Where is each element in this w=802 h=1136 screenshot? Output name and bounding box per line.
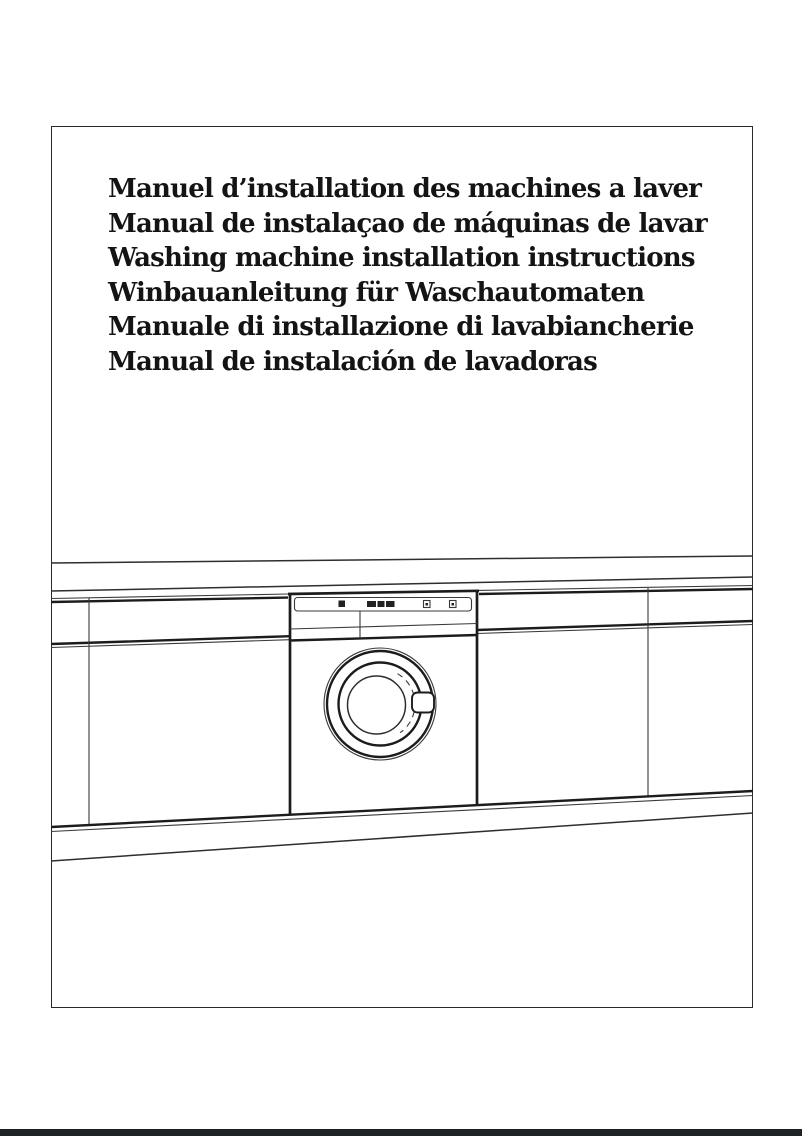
title-line-portuguese: Manual de instalaçao de máquinas de lavar: [108, 208, 707, 239]
door-handle-icon: [412, 693, 434, 713]
title-line-french: Manuel d’installation des machines a laver: [108, 174, 702, 204]
title-block: [108, 172, 708, 379]
program-knob-icon: [424, 601, 431, 608]
washing-machine-icon: [288, 591, 479, 815]
title-line-english: Washing machine installation instructions: [108, 243, 695, 273]
page-bottom-bar: [0, 1129, 802, 1136]
panel-button-icon: [339, 601, 346, 608]
cabinet-door-gaps-icon: [89, 588, 648, 825]
title-line-spanish: Manual de instalación de lavadoras: [108, 346, 597, 377]
plinth-icon: [51, 791, 753, 861]
porthole-door-icon: [324, 648, 436, 760]
countertop-icon: [51, 556, 753, 591]
control-panel-icon: [290, 598, 477, 641]
brand-logo-icon: [367, 601, 395, 607]
temperature-knob-icon: [450, 601, 457, 608]
title-line-german: Winbauanleitung für Waschautomaten: [108, 277, 645, 308]
kitchen-washing-machine-illustration: [51, 545, 753, 875]
title-line-italian: Manuale di installazione di lavabiancherie: [108, 312, 694, 342]
